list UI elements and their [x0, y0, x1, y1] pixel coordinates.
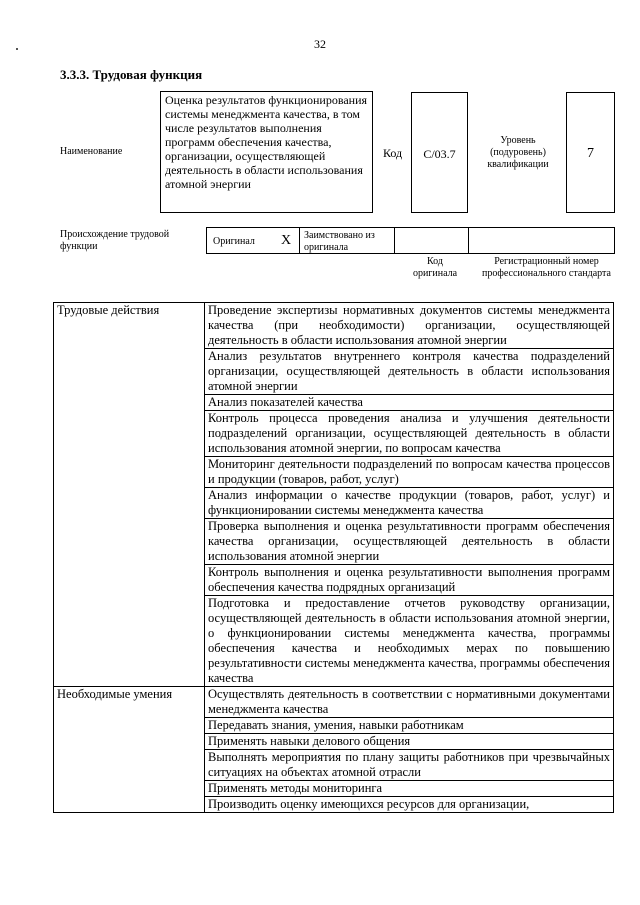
action-item: Мониторинг деятельности подразделений по вопросам качества процессов и продукции (товаров, работ, услуг)	[205, 457, 614, 488]
code-value: C/03.7	[423, 147, 456, 161]
origin-label: Происхождение трудовой функции	[60, 229, 170, 252]
action-item: Проверка выполнения и оценка результативности программ обеспечения качества организации, осуществляющей деятельность в области использования атомной энергии	[205, 519, 614, 565]
level-label: Уровень (подуровень) квалификации	[487, 135, 549, 170]
action-item: Анализ информации о качестве продукции (товаров, работ, услуг) и функционировании системы менеджмента качества	[205, 488, 614, 519]
origin-original-box	[206, 227, 300, 254]
skill-item: Применять навыки делового общения	[205, 734, 614, 750]
section-title: 3.3.3. Трудовая функция	[60, 67, 203, 82]
table-row	[54, 303, 614, 349]
skill-item: Передавать знания, умения, навыки работникам	[205, 718, 614, 734]
origin-reg-box	[468, 227, 615, 254]
origin-code-box	[394, 227, 469, 254]
action-item: Анализ результатов внутреннего контроля качества подразделений организации, осуществляющей деятельность в области использования атомной энергии	[205, 349, 614, 395]
level-value: 7	[587, 146, 594, 161]
name-value-box	[160, 91, 373, 213]
name-label: Наименование	[60, 146, 123, 157]
actions-label: Трудовые действия	[54, 303, 205, 687]
origin-borrowed-box	[299, 227, 395, 254]
original-mark: X	[281, 233, 292, 248]
level-value-box	[566, 92, 615, 213]
action-item: Контроль выполнения и оценка результативности выполнения программ обеспечения качества подрядных организаций	[205, 565, 614, 596]
code-value-box	[411, 92, 468, 213]
page-number: 32	[314, 37, 326, 51]
skill-item: Производить оценку имеющихся ресурсов для организации,	[205, 797, 614, 813]
functions-table	[53, 302, 614, 813]
skill-item: Осуществлять деятельность в соответствии с нормативными документами менеджмента качества	[205, 687, 614, 718]
skill-item: Выполнять мероприятия по плану защиты работников при чрезвычайных ситуациях на объектах атомной отрасли	[205, 750, 614, 781]
skills-label: Необходимые умения	[54, 687, 205, 813]
table-row	[54, 687, 614, 718]
action-item: Проведение экспертизы нормативных документов системы менеджмента качества (при необходимости) организации, осуществляющей деятельность в области использования атомной энергии	[205, 303, 614, 349]
reg-caption: Регистрационный номер профессионального стандарта	[482, 256, 611, 279]
code-label: Код	[383, 146, 403, 160]
action-item: Контроль процесса проведения анализа и улучшения деятельности подразделений организации, осуществляющей деятельность в области использования атомной энергии, по вопросам качества	[205, 411, 614, 457]
margin-mark	[16, 48, 18, 50]
borrowed-label: Заимствовано из оригинала	[304, 230, 375, 253]
original-label: Оригинал	[213, 236, 255, 247]
name-value: Оценка результатов функционирования системы менеджмента качества, в том числе результатов выполнения программ обеспечения качества, организации, осуществляющей деятельность в области использования атомной энергии	[165, 93, 368, 191]
action-item: Подготовка и предоставление отчетов руководству организации, осуществляющей деятельность в области использования атомной энергии, о функционировании системы менеджмента качества, программы обеспечения качества и необходимых мерах по повышению результативности системы менеджмента качества, программы обеспечения качества	[205, 596, 614, 687]
action-item: Анализ показателей качества	[205, 395, 614, 411]
skill-item: Применять методы мониторинга	[205, 781, 614, 797]
code-caption: Код оригинала	[412, 256, 458, 279]
